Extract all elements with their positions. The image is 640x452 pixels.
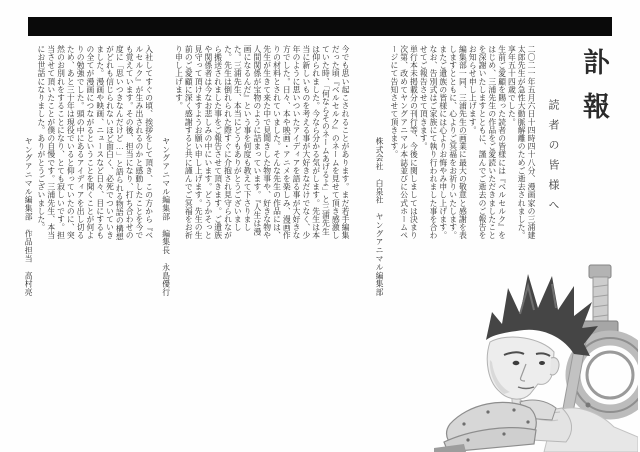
tribute-2-text: 入社してすぐの頃、挨拶をして頂き、この方から『ベルセルク』が生み出されるのかと感動したことを今でも覚えています。その後、担当になり、打ち合わせの度に「思いつきなんだけど…」と語られる物語の構想がどれも信じられないほど面白く、必死でついていきました。漫画や映画、ニュースなど日々、目にするもの全てが漫画につながるということを聞くことが何よりの勉強でした。頭の中にあるアイディアを出し切るため、あと三十年は現役でいると仰っていたのに、突然のお別れをすることになり、とても寂しいです。担当させて頂いたことが僕の自慢です。三浦先生、本当にお世話になりました。ありがとうございました。 [36,45,154,241]
tribute-2-signature: ヤングアニマル編集部 作品担当 高村亮 [24,137,34,297]
notice-paragraph-5: 単行本未掲載分の刊行等、今後に関しましては決まり次第、改めてヤングアニマル本誌並びに公式ホームページにて告知させて頂きます。 [389,45,419,240]
vertical-text-area [23,45,614,297]
guts-illustration [424,262,638,452]
obituary-title: 訃報 [579,48,609,136]
notice-paragraph-2: 生前ご愛顧を賜った読者の皆様には『ベルセルク』をはじめ、三浦先生の作品をご愛読いただきましたことを深謝いたしますとともに、謹んでご逝去のご報告をお知らせ申し上げます。 [468,45,507,240]
notice-paragraph-1: 二〇二一年五月六日十四時四十八分、漫画家の三浦建太郎先生が急性大動脈解離のためご逝去されました。享年五十四歳でした。 [507,45,536,240]
black-banner-bar [28,17,612,36]
notice-paragraph-3: 編集部一同、三浦先生の画業に最大の敬意と感謝を表しますとともに、心よりご冥福をお祈りいたします。 [448,45,468,240]
face [487,337,559,399]
obituary-subtitle: 読者の皆様へ [547,99,559,219]
tribute-1-text: 今でも思い起こされることがあります。まだ若手編集だった頃『ベルセルク』のネームを見せて頂き感激していた時、「何ならそのネームあげるよ」と三浦先生は仰られました。今なら分かる気がします。先生は本当に新しいものを考える事が大好きなだけでなく、少年のように思いついたアイディアを語る事が大好きな方でした。日々、本や映画・アニメを楽しみ、漫画作りの材料とされていました。そんな先生の作品には、先生が生きて来た中で見聞きした物事や、好きな物や人間関係が宝物のように詰まっています。『人生は漫画になるんだ』という事を何度も教えて下さりました。三浦先生、本当にどうもありがとうございました。先生は倒れられた際すぐに介抱され見守られながら搬送されました事をご報告させて頂きます。ご遺族や関係者は今なお悲しみの中にいます。どうかそっと見守って頂けますようお願い申し上げます。先生の生前のご愛顧に深く感謝すると共に謹んでご冥福をお祈り申し上げます。 [174,45,351,240]
tribute-1-signature: ヤングアニマル編集部 編集長 永島優行 [161,137,171,297]
notice-paragraph-4: またご遺族の皆様には心よりお悔やみ申し上げます。なお、告別式はご家族にて執り行われました事を合わせてご報告させて頂きます。 [419,45,448,240]
publisher-signature: 株式会社 白泉社 ヤングアニマル編集部 [375,137,385,297]
ear [550,358,559,375]
